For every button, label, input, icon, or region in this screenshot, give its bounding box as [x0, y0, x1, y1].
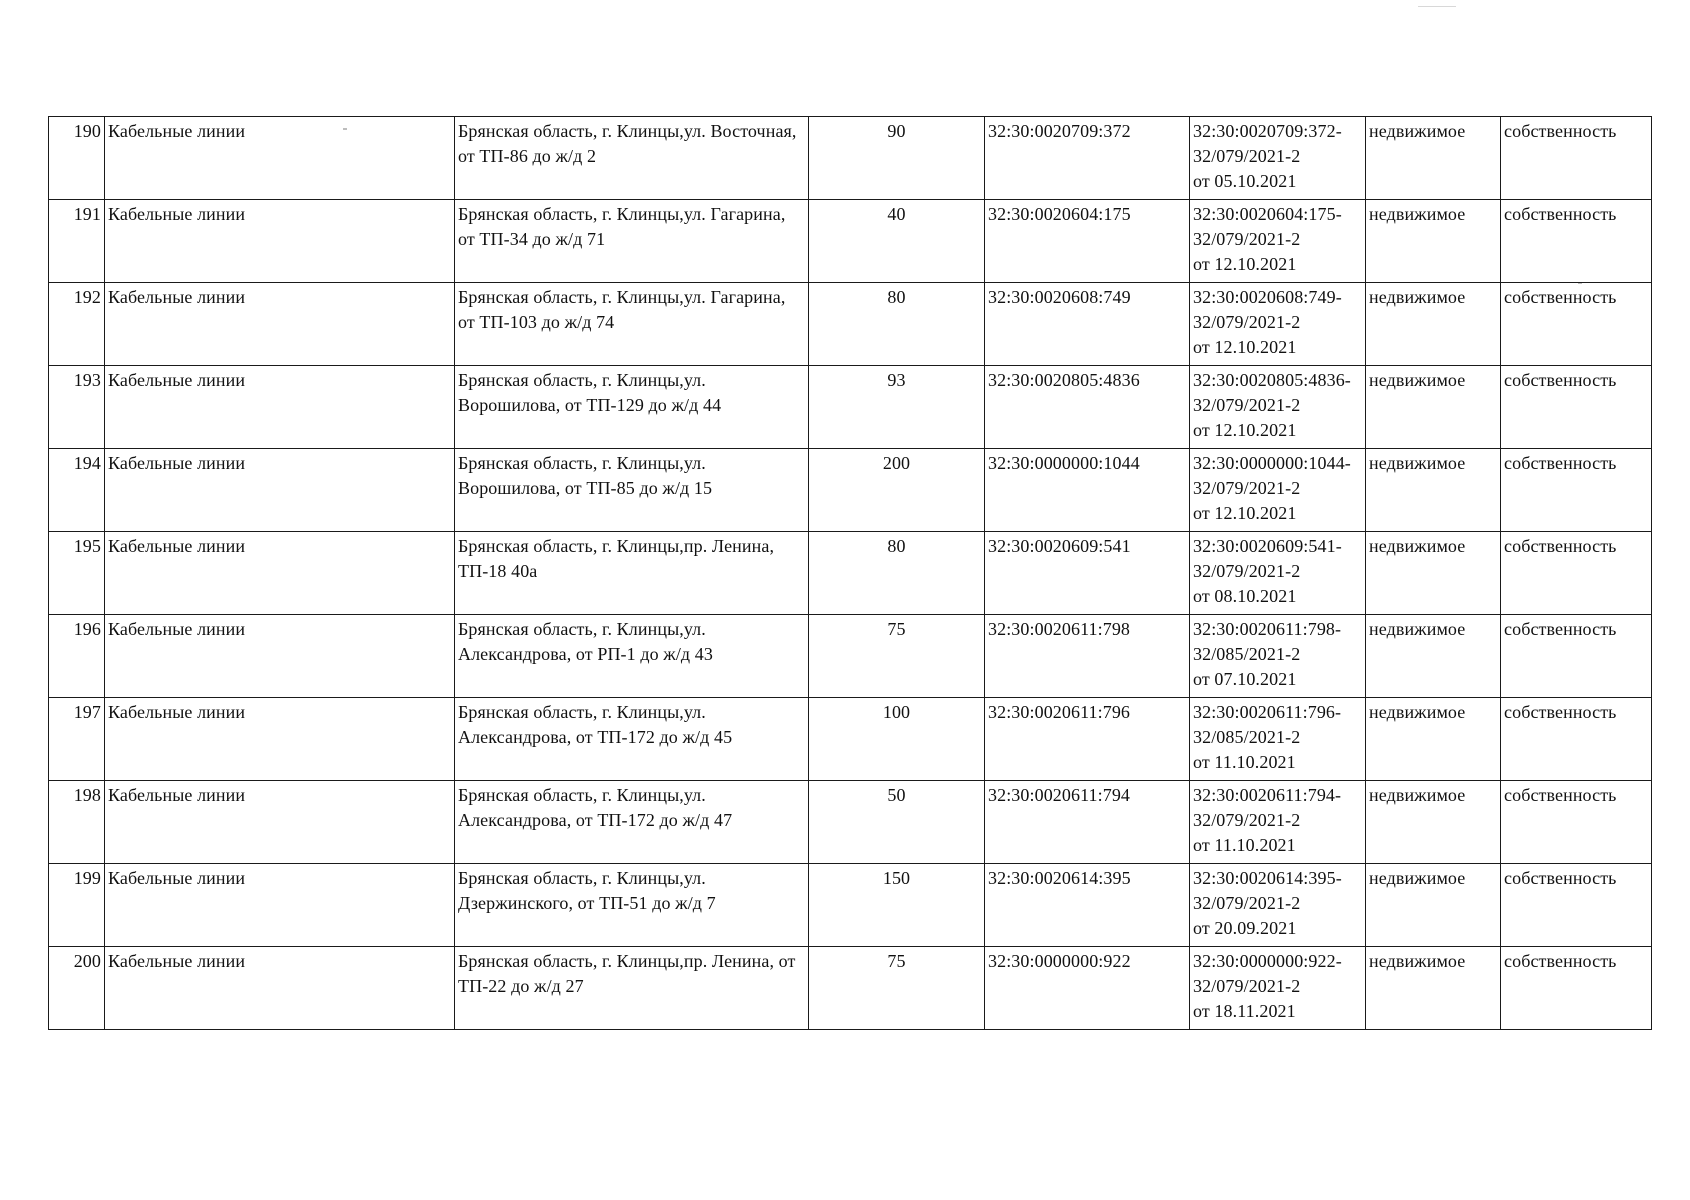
registration-suffix: 32/079/2021-2 — [1193, 810, 1301, 830]
registration-number: 32:30:0020608:749- — [1193, 287, 1342, 307]
right-type-cell — [1501, 200, 1652, 283]
registration-date: от 08.10.2021 — [1193, 586, 1297, 606]
object-name: Кабельные линии — [108, 951, 246, 971]
property-type: недвижимое — [1369, 204, 1466, 224]
object-length: 75 — [887, 619, 906, 639]
registration-date: от 12.10.2021 — [1193, 254, 1297, 274]
length-cell — [809, 366, 985, 449]
registration-date: от 12.10.2021 — [1193, 503, 1297, 523]
object-address: Брянская область, г. Клинцы,ул. Гагарина, от ТП-34 до ж/д 71 — [458, 204, 786, 249]
row-number-cell — [49, 698, 105, 781]
row-number: 192 — [73, 287, 101, 307]
address-cell — [455, 117, 809, 200]
object-address: Брянская область, г. Клинцы,ул. Ворошилова, от ТП-85 до ж/д 15 — [458, 453, 713, 498]
object-address: Брянская область, г. Клинцы,ул. Восточная, от ТП-86 до ж/д 2 — [458, 121, 797, 166]
object-name-cell — [105, 698, 455, 781]
address-cell — [455, 947, 809, 1030]
table-row — [49, 864, 1652, 947]
object-address: Брянская область, г. Клинцы,ул. Александрова, от РП-1 до ж/д 43 — [458, 619, 713, 664]
cadastral-number: 32:30:0020709:372 — [988, 121, 1131, 141]
right-type: собственность — [1504, 287, 1617, 307]
cadastral-number: 32:30:0020604:175 — [988, 204, 1131, 224]
registration-record-cell — [1190, 200, 1366, 283]
row-number-cell — [49, 615, 105, 698]
property-type: недвижимое — [1369, 121, 1466, 141]
registration-record-cell — [1190, 449, 1366, 532]
object-length: 200 — [882, 453, 911, 473]
object-name-cell — [105, 615, 455, 698]
property-type: недвижимое — [1369, 370, 1466, 390]
registration-record-cell — [1190, 117, 1366, 200]
registration-record-cell — [1190, 864, 1366, 947]
property-type-cell — [1366, 615, 1501, 698]
right-type-cell — [1501, 698, 1652, 781]
registration-record-cell — [1190, 781, 1366, 864]
registration-number: 32:30:0020604:175- — [1193, 204, 1342, 224]
right-type-cell — [1501, 615, 1652, 698]
object-address: Брянская область, г. Клинцы,пр. Ленина, от ТП-22 до ж/д 27 — [458, 951, 796, 996]
length-cell — [809, 781, 985, 864]
row-number: 200 — [73, 951, 101, 971]
right-type: собственность — [1504, 785, 1617, 805]
cadastral-number: 32:30:0020805:4836 — [988, 370, 1140, 390]
row-number: 197 — [73, 702, 101, 722]
right-type: собственность — [1504, 619, 1617, 639]
cadastral-number: 32:30:0020611:798 — [988, 619, 1131, 639]
object-address: Брянская область, г. Клинцы,ул. Ворошилова, от ТП-129 до ж/д 44 — [458, 370, 722, 415]
length-cell — [809, 449, 985, 532]
row-number-cell — [49, 864, 105, 947]
address-cell — [455, 283, 809, 366]
object-length: 80 — [887, 287, 906, 307]
cadastral-number: 32:30:0000000:1044 — [988, 453, 1140, 473]
registration-date: от 11.10.2021 — [1193, 752, 1296, 772]
object-name: Кабельные линии — [108, 287, 246, 307]
property-type-cell — [1366, 449, 1501, 532]
registration-date: от 11.10.2021 — [1193, 835, 1296, 855]
registration-number: 32:30:0000000:922- — [1193, 951, 1342, 971]
cadastral-number-cell — [985, 698, 1190, 781]
right-type-cell — [1501, 532, 1652, 615]
object-name: Кабельные линии — [108, 121, 246, 141]
row-number-cell — [49, 532, 105, 615]
registration-suffix: 32/079/2021-2 — [1193, 146, 1301, 166]
right-type-cell — [1501, 947, 1652, 1030]
object-length: 150 — [882, 868, 911, 888]
registration-date: от 12.10.2021 — [1193, 337, 1297, 357]
property-type: недвижимое — [1369, 951, 1466, 971]
property-type-cell — [1366, 200, 1501, 283]
property-type-cell — [1366, 781, 1501, 864]
object-name-cell — [105, 449, 455, 532]
row-number: 198 — [73, 785, 101, 805]
row-number: 193 — [73, 370, 101, 390]
property-type: недвижимое — [1369, 287, 1466, 307]
property-type-cell — [1366, 947, 1501, 1030]
object-address: Брянская область, г. Клинцы,пр. Ленина, ТП-18 40а — [458, 536, 775, 581]
table-row — [49, 200, 1652, 283]
object-name-cell — [105, 366, 455, 449]
object-name-cell — [105, 947, 455, 1030]
registration-number: 32:30:0000000:1044- — [1193, 453, 1351, 473]
cadastral-number: 32:30:0020609:541 — [988, 536, 1131, 556]
object-name: Кабельные линии — [108, 204, 246, 224]
cadastral-number: 32:30:0020614:395 — [988, 868, 1131, 888]
row-number: 191 — [73, 204, 101, 224]
property-type: недвижимое — [1369, 868, 1466, 888]
table-row — [49, 366, 1652, 449]
right-type: собственность — [1504, 536, 1617, 556]
cadastral-number: 32:30:0020611:794 — [988, 785, 1131, 805]
table-row — [49, 698, 1652, 781]
length-cell — [809, 947, 985, 1030]
registration-date: от 18.11.2021 — [1193, 1001, 1296, 1021]
table-row — [49, 449, 1652, 532]
object-name-cell — [105, 283, 455, 366]
cadastral-number: 32:30:0020608:749 — [988, 287, 1131, 307]
length-cell — [809, 200, 985, 283]
cadastral-number-cell — [985, 449, 1190, 532]
object-name: Кабельные линии — [108, 785, 246, 805]
object-address: Брянская область, г. Клинцы,ул. Гагарина, от ТП-103 до ж/д 74 — [458, 287, 786, 332]
property-type-cell — [1366, 532, 1501, 615]
registration-record-cell — [1190, 366, 1366, 449]
object-address: Брянская область, г. Клинцы,ул. Александрова, от ТП-172 до ж/д 47 — [458, 785, 733, 830]
table-row — [49, 615, 1652, 698]
right-type-cell — [1501, 117, 1652, 200]
address-cell — [455, 615, 809, 698]
registration-number: 32:30:0020709:372- — [1193, 121, 1342, 141]
address-cell — [455, 200, 809, 283]
object-length: 93 — [887, 370, 906, 390]
object-length: 80 — [887, 536, 906, 556]
right-type-cell — [1501, 781, 1652, 864]
table-row — [49, 117, 1652, 200]
registration-number: 32:30:0020611:798- — [1193, 619, 1342, 639]
right-type: собственность — [1504, 370, 1617, 390]
cadastral-number-cell — [985, 117, 1190, 200]
property-type: недвижимое — [1369, 785, 1466, 805]
registration-suffix: 32/079/2021-2 — [1193, 229, 1301, 249]
length-cell — [809, 615, 985, 698]
address-cell — [455, 532, 809, 615]
right-type: собственность — [1504, 951, 1617, 971]
object-name: Кабельные линии — [108, 868, 246, 888]
object-length: 100 — [882, 702, 911, 722]
address-cell — [455, 864, 809, 947]
object-name-cell — [105, 117, 455, 200]
registration-number: 32:30:0020611:794- — [1193, 785, 1342, 805]
table-row — [49, 781, 1652, 864]
row-number: 194 — [73, 453, 101, 473]
cadastral-number: 32:30:0020611:796 — [988, 702, 1131, 722]
scan-artifact-top-right — [1418, 6, 1456, 7]
object-name: Кабельные линии — [108, 453, 246, 473]
cadastral-number-cell — [985, 615, 1190, 698]
property-type-cell — [1366, 864, 1501, 947]
row-number-cell — [49, 200, 105, 283]
registration-date: от 07.10.2021 — [1193, 669, 1297, 689]
length-cell — [809, 864, 985, 947]
right-type-cell — [1501, 449, 1652, 532]
registration-suffix: 32/079/2021-2 — [1193, 561, 1301, 581]
registration-suffix: 32/079/2021-2 — [1193, 478, 1301, 498]
property-type: недвижимое — [1369, 453, 1466, 473]
property-type-cell — [1366, 366, 1501, 449]
cadastral-number-cell — [985, 781, 1190, 864]
object-name-cell — [105, 200, 455, 283]
registration-suffix: 32/079/2021-2 — [1193, 976, 1301, 996]
property-registry-table — [48, 116, 1652, 1030]
registration-date: от 20.09.2021 — [1193, 918, 1297, 938]
row-number: 190 — [73, 121, 101, 141]
row-number-cell — [49, 781, 105, 864]
registration-suffix: 32/079/2021-2 — [1193, 312, 1301, 332]
length-cell — [809, 698, 985, 781]
address-cell — [455, 449, 809, 532]
table-row — [49, 947, 1652, 1030]
length-cell — [809, 283, 985, 366]
property-type-cell — [1366, 117, 1501, 200]
registration-record-cell — [1190, 615, 1366, 698]
object-name-cell — [105, 864, 455, 947]
row-number-cell — [49, 449, 105, 532]
registration-record-cell — [1190, 698, 1366, 781]
cadastral-number-cell — [985, 283, 1190, 366]
registration-number: 32:30:0020609:541- — [1193, 536, 1342, 556]
object-name-cell — [105, 532, 455, 615]
cadastral-number: 32:30:0000000:922 — [988, 951, 1131, 971]
registration-record-cell — [1190, 947, 1366, 1030]
right-type: собственность — [1504, 453, 1617, 473]
row-number-cell — [49, 117, 105, 200]
object-length: 75 — [887, 951, 906, 971]
row-number-cell — [49, 947, 105, 1030]
row-number-cell — [49, 366, 105, 449]
length-cell — [809, 117, 985, 200]
property-type: недвижимое — [1369, 536, 1466, 556]
registration-date: от 05.10.2021 — [1193, 171, 1297, 191]
registration-number: 32:30:0020611:796- — [1193, 702, 1342, 722]
right-type: собственность — [1504, 121, 1617, 141]
property-type: недвижимое — [1369, 702, 1466, 722]
cadastral-number-cell — [985, 200, 1190, 283]
registration-record-cell — [1190, 283, 1366, 366]
object-name: Кабельные линии — [108, 536, 246, 556]
right-type: собственность — [1504, 204, 1617, 224]
registration-record-cell — [1190, 532, 1366, 615]
registry-rows — [49, 117, 1652, 1030]
row-number: 195 — [73, 536, 101, 556]
table-row — [49, 532, 1652, 615]
registration-date: от 12.10.2021 — [1193, 420, 1297, 440]
property-type-cell — [1366, 283, 1501, 366]
table-row — [49, 283, 1652, 366]
object-length: 90 — [887, 121, 906, 141]
object-name: Кабельные линии — [108, 702, 246, 722]
row-number: 199 — [73, 868, 101, 888]
row-number: 196 — [73, 619, 101, 639]
cadastral-number-cell — [985, 532, 1190, 615]
object-name: Кабельные линии — [108, 619, 246, 639]
address-cell — [455, 781, 809, 864]
object-address: Брянская область, г. Клинцы,ул. Александрова, от ТП-172 до ж/д 45 — [458, 702, 733, 747]
object-name: Кабельные линии — [108, 370, 246, 390]
address-cell — [455, 366, 809, 449]
cadastral-number-cell — [985, 864, 1190, 947]
registration-number: 32:30:0020614:395- — [1193, 868, 1342, 888]
length-cell — [809, 532, 985, 615]
right-type-cell — [1501, 366, 1652, 449]
object-length: 50 — [887, 785, 906, 805]
object-address: Брянская область, г. Клинцы,ул. Дзержинского, от ТП-51 до ж/д 7 — [458, 868, 716, 913]
object-length: 40 — [887, 204, 906, 224]
row-number-cell — [49, 283, 105, 366]
registration-suffix: 32/085/2021-2 — [1193, 727, 1301, 747]
right-type: собственность — [1504, 868, 1617, 888]
registration-suffix: 32/079/2021-2 — [1193, 893, 1301, 913]
address-cell — [455, 698, 809, 781]
registration-number: 32:30:0020805:4836- — [1193, 370, 1351, 390]
property-type: недвижимое — [1369, 619, 1466, 639]
right-type: собственность — [1504, 702, 1617, 722]
right-type-cell — [1501, 864, 1652, 947]
registration-suffix: 32/085/2021-2 — [1193, 644, 1301, 664]
cadastral-number-cell — [985, 366, 1190, 449]
property-type-cell — [1366, 698, 1501, 781]
right-type-cell — [1501, 283, 1652, 366]
object-name-cell — [105, 781, 455, 864]
registration-suffix: 32/079/2021-2 — [1193, 395, 1301, 415]
cadastral-number-cell — [985, 947, 1190, 1030]
